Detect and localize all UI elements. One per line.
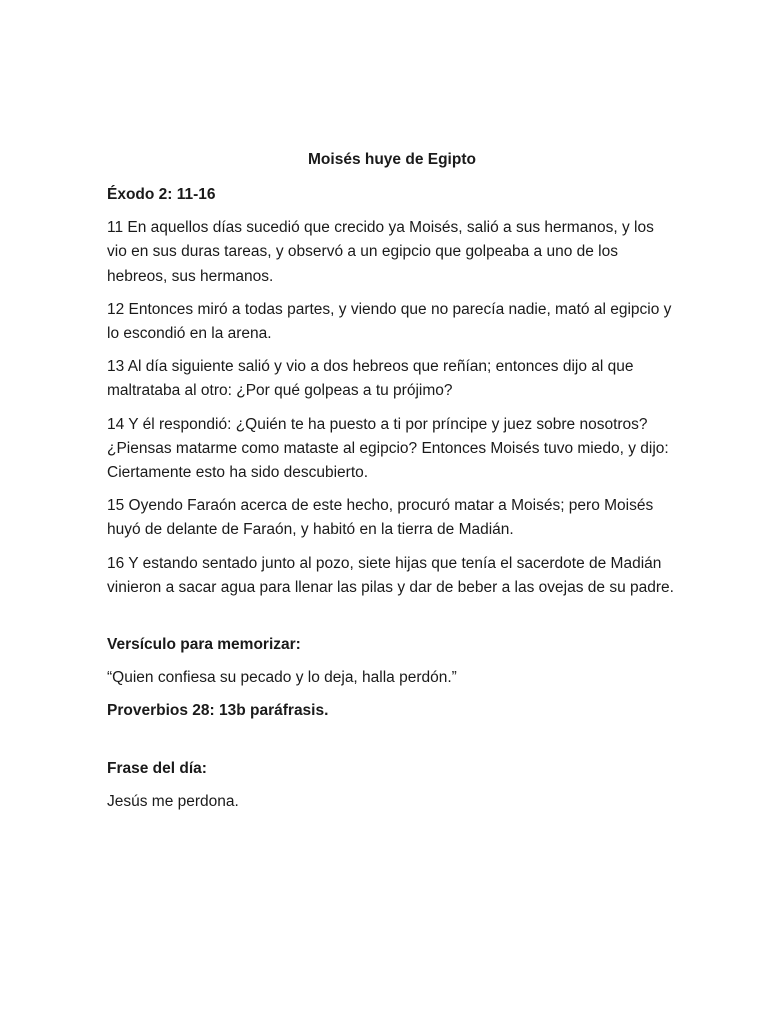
- memory-verse-reference: Proverbios 28: 13b paráfrasis.: [107, 702, 329, 720]
- verse-13: 13 Al día siguiente salió y vio a dos hebreos que reñían; entonces dijo al que maltrataba al otro: ¿Por qué golpeas a tu prójimo?: [107, 358, 634, 400]
- document-content: [107, 148, 677, 823]
- verse-11: 11 En aquellos días sucedió que crecido ya Moisés, salió a sus hermanos, y los vio en sus duras tareas, y observó a un egipcio que golpeaba a uno de los hebreos, sus hermanos.: [107, 219, 654, 285]
- phrase-heading: Frase del día:: [107, 759, 207, 777]
- memory-verse-heading: Versículo para memorizar:: [107, 636, 301, 654]
- scripture-reference: Éxodo 2: 11-16: [107, 186, 216, 203]
- section-spacer: [107, 609, 677, 633]
- memory-verse-text: “Quien confiesa su pecado y lo deja, halla perdón.”: [107, 669, 457, 687]
- verse-16: 16 Y estando sentado junto al pozo, siete hijas que tenía el sacerdote de Madián vinieron a sacar agua para llenar las pilas y dar de beber a las ovejas de su padre.: [107, 554, 674, 596]
- verse-12: 12 Entonces miró a todas partes, y viendo que no parecía nadie, mató al egipcio y lo escondió en la arena.: [107, 300, 672, 343]
- section-spacer: [107, 733, 677, 757]
- phrase-text: Jesús me perdona.: [107, 792, 239, 810]
- verse-14: 14 Y él respondió: ¿Quién te ha puesto a ti por príncipe y juez sobre nosotros? ¿Piensas matarme como mataste al egipcio? Entonces Moisés tuvo miedo, y dijo: Ciertamente esto ha sido descubierto.: [107, 415, 669, 482]
- document-title: Moisés huye de Egipto: [308, 151, 476, 168]
- verse-15: 15 Oyendo Faraón acerca de este hecho, procuró matar a Moisés; pero Moisés huyó de delante de Faraón, y habitó en la tierra de Madián.: [107, 497, 654, 539]
